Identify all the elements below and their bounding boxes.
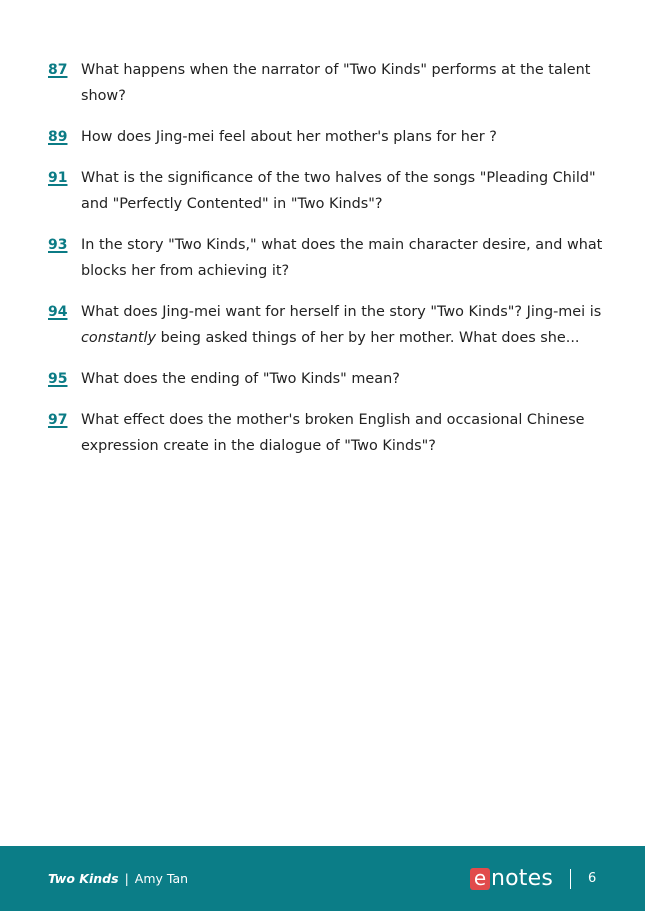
question-text: How does Jing-mei feel about her mother's plans for her ? <box>81 129 497 145</box>
question-item <box>48 124 608 150</box>
question-number-link[interactable]: 97 <box>48 412 68 428</box>
question-text: What is the significance of the two halves of the songs "Pleading Child" and "Perfectly Contented" in "Two Kinds"? <box>81 170 596 212</box>
question-text-emphasis: constantly <box>81 330 157 346</box>
question-number-link[interactable]: 95 <box>48 371 68 387</box>
question-number-link[interactable]: 89 <box>48 129 68 145</box>
question-number-link[interactable]: 87 <box>48 62 68 78</box>
page-footer <box>0 846 645 911</box>
question-text: In the story "Two Kinds," what does the main character desire, and what blocks her from achieving it? <box>81 237 603 279</box>
question-text: What does the ending of "Two Kinds" mean? <box>81 371 400 387</box>
question-text <box>81 299 608 351</box>
question-number-link[interactable]: 91 <box>48 170 68 186</box>
page-number: 6 <box>588 871 597 886</box>
enotes-logo[interactable] <box>470 866 553 892</box>
question-item <box>48 165 608 217</box>
logo-e-mark: e <box>470 868 490 890</box>
footer-book-title: Two Kinds <box>48 871 119 886</box>
question-item <box>48 57 608 109</box>
question-text-part: What does Jing-mei want for herself in the story "Two Kinds"? Jing-mei is <box>81 304 602 320</box>
question-number-link[interactable]: 94 <box>48 304 68 320</box>
logo-wordmark: notes <box>491 866 554 891</box>
footer-separator: | <box>124 871 129 886</box>
question-text: What happens when the narrator of "Two Kinds" performs at the talent show? <box>81 62 591 104</box>
question-item <box>48 299 608 351</box>
question-item <box>48 366 608 392</box>
question-text-part: being asked things of her by her mother. What does she... <box>156 330 580 346</box>
question-text: What effect does the mother's broken English and occasional Chinese expression create in the dialogue of "Two Kinds"? <box>81 412 585 454</box>
footer-divider <box>570 869 571 889</box>
footer-title <box>48 871 188 887</box>
question-item <box>48 407 608 459</box>
question-list <box>48 57 608 474</box>
footer-author: Amy Tan <box>134 871 189 886</box>
question-number-link[interactable]: 93 <box>48 237 68 253</box>
question-item <box>48 232 608 284</box>
